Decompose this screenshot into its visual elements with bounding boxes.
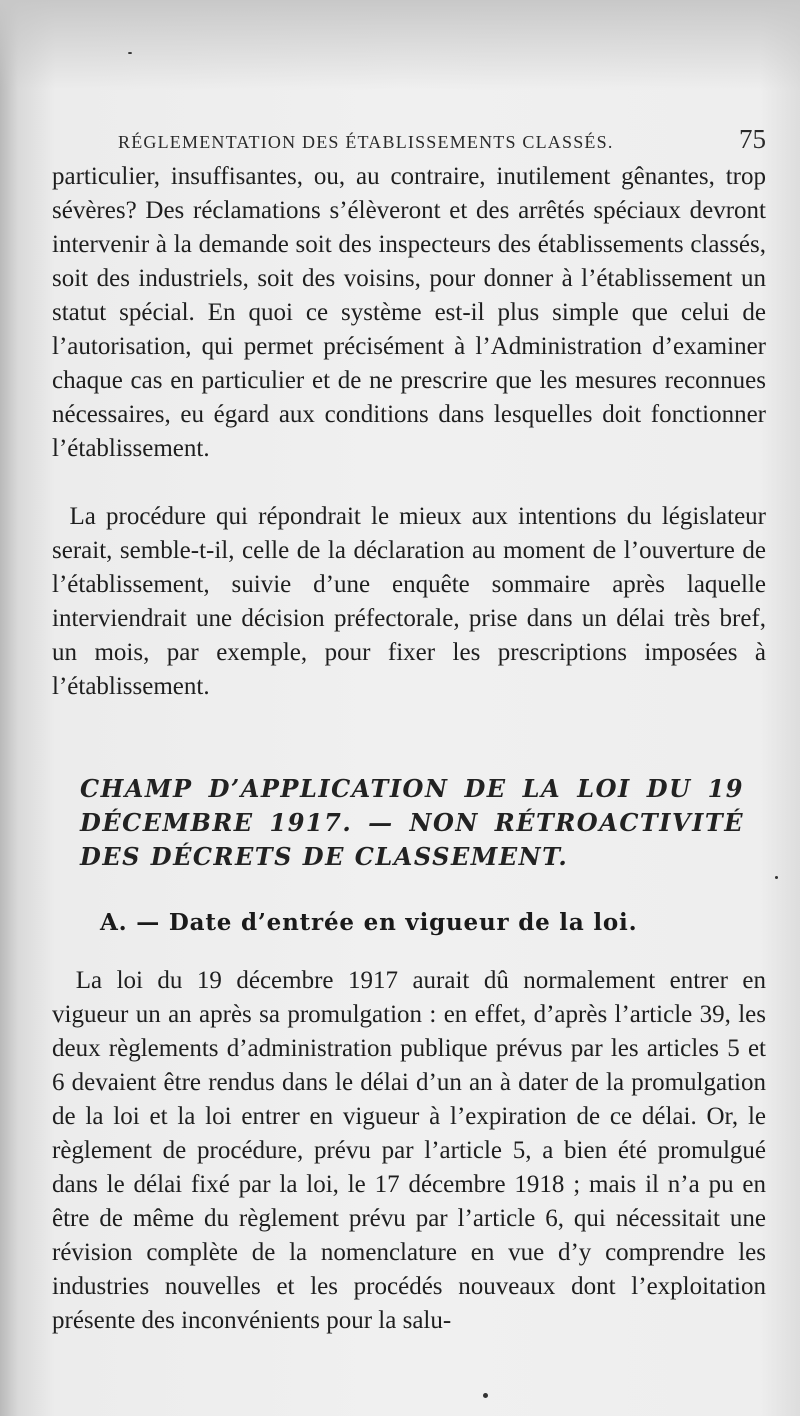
print-speck [483, 1393, 488, 1398]
subsection-heading: A. — Date d’entrée en vigueur de la loi. [100, 909, 638, 936]
print-speck [775, 876, 778, 879]
paragraph-2 [52, 500, 766, 704]
paragraph-2-text: La procédure qui répondrait le mieux aux intentions du législateur serait, semble-t-il, celle de la déclaration au moment de l’ouverture de l’établissement, suivie d’une enquête sommaire après laquelle interviendrait une décision préfectorale, prise dans un délai très bref, un mois, par exemple, pour fixer les prescriptions imposées à l’établissement. [52, 503, 766, 700]
paragraph-1 [52, 160, 766, 466]
paragraph-1-text: particulier, insuffisantes, ou, au contraire, inutilement gênantes, trop sévères? Des réclamations s’élèveront et des arrêtés spéciaux devront intervenir à la demande soit des inspecteurs des établissements classés, soit des industriels, soit des voisins, pour donner à l’établissement un statut spécial. En quoi ce système est-il plus simple que celui de l’autorisation, qui permet précisément à l’Administration d’examiner chaque cas en particulier et de ne prescrire que les mesures reconnues nécessaires, eu égard aux conditions dans lesquelles doit fonctionner l’établissement. [52, 163, 766, 462]
section-heading: CHAMP D’APPLICATION DE LA LOI DU 19 DÉCEMBRE 1917. — NON RÉTROACTIVITÉ DES DÉCRETS DE CLASSEMENT. [80, 774, 744, 871]
running-head [118, 124, 766, 160]
paragraph-3 [52, 964, 766, 1338]
paragraph-3-text: La loi du 19 décembre 1917 aurait dû normalement entrer en vigueur un an après sa promulgation : en effet, d’après l’article 39, les deux règlements d’administration publique prévus par les articles 5 et 6 devaient être rendus dans le délai d’un an à dater de la promulgation de la loi et la loi entrer en vigueur à l’expiration de ce délai. Or, le règlement de procédure, prévu par l’article 5, a bien été promulgué dans le délai fixé par la loi, le 17 décembre 1918 ; mais il n’a pu en être de même du règlement prévu par l’article 6, qui nécessitait une révision complète de la nomenclature en vue d’y comprendre les industries nouvelles et les procédés nouveaux dont l’exploitation présente des inconvénients pour la salu- [52, 967, 766, 1334]
print-speck [128, 52, 132, 54]
page-number: 75 [739, 124, 766, 154]
running-head-title: RÉGLEMENTATION DES ÉTABLISSEMENTS CLASSÉS. [118, 132, 614, 152]
